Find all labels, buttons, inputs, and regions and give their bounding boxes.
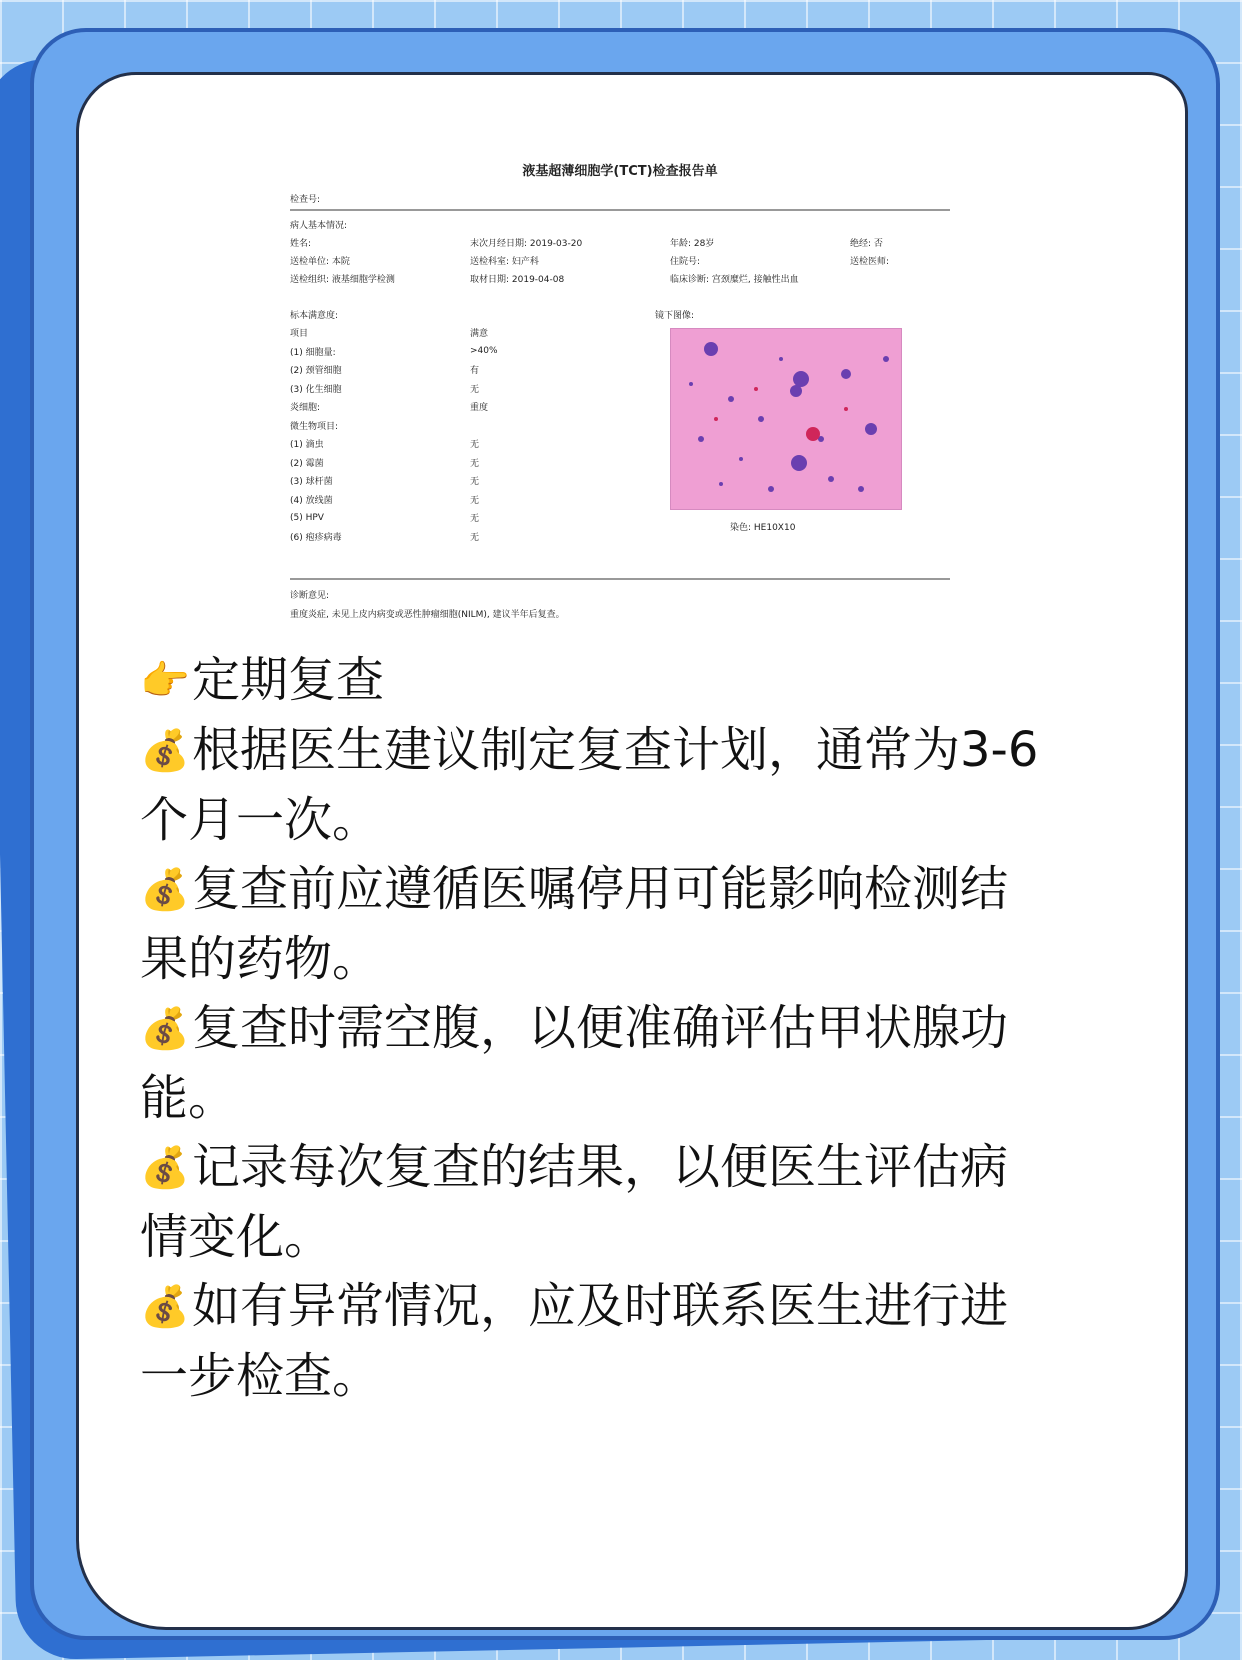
list-item	[290, 379, 590, 398]
specimen-list	[290, 305, 590, 546]
heading-text: 定期复查	[192, 652, 385, 708]
list-item	[140, 1133, 1040, 1272]
cell-stain-graphic	[671, 329, 901, 509]
tct-report-image	[290, 160, 950, 620]
report-cell: 年龄: 28岁	[670, 238, 715, 249]
item-key: (5) HPV	[290, 512, 324, 523]
specimen-title: 标本满意度:	[290, 310, 339, 321]
pointing-hand-icon: 👉	[140, 658, 190, 704]
item-key: (6) 疱疹病毒	[290, 532, 342, 543]
item-value: 无	[470, 458, 480, 469]
list-item	[290, 398, 590, 417]
item-key: (2) 霉菌	[290, 458, 324, 469]
list-item	[290, 527, 590, 546]
list-item	[140, 994, 1040, 1133]
section-heading	[140, 646, 1040, 716]
report-cell: 送检医师:	[850, 256, 890, 267]
item-key: 微生物项目:	[290, 421, 339, 432]
item-value: 有	[470, 366, 480, 377]
money-bag-icon: 💰	[140, 867, 190, 913]
list-item	[290, 472, 590, 491]
list-item	[290, 361, 590, 380]
item-value: >40%	[470, 346, 498, 357]
item-value: 无	[470, 440, 480, 451]
report-cell: 病人基本情况:	[290, 220, 348, 231]
list-item	[290, 342, 590, 361]
report-cell: 送检组织: 液基细胞学检测	[290, 274, 395, 285]
report-cell: 送检单位: 本院	[290, 256, 350, 267]
item-value: 无	[470, 384, 480, 395]
divider	[290, 578, 950, 580]
report-cell: 取材日期: 2019-04-08	[470, 274, 565, 285]
item-key: (2) 颈管细胞	[290, 366, 342, 377]
report-cell: 住院号:	[670, 256, 701, 267]
report-cell: 检查号:	[290, 194, 321, 205]
report-row	[290, 251, 950, 269]
money-bag-icon: 💰	[140, 728, 190, 774]
report-title: 液基超薄细胞学(TCT)检查报告单	[522, 164, 718, 179]
money-bag-icon: 💰	[140, 1284, 190, 1330]
item-key: (1) 滴虫	[290, 440, 324, 451]
list-item	[290, 490, 590, 509]
list-item	[140, 716, 1040, 855]
money-bag-icon: 💰	[140, 1006, 190, 1052]
item-value: 无	[470, 514, 480, 525]
item-value: 满意	[470, 329, 489, 340]
money-bag-icon: 💰	[140, 1145, 190, 1191]
item-key: (3) 球杆菌	[290, 477, 333, 488]
list-item	[290, 435, 590, 454]
item-key: 炎细胞:	[290, 403, 321, 414]
bullet-text: 记录每次复查的结果，以便医生评估病情变化。	[140, 1139, 1009, 1265]
item-key: 项目	[290, 329, 309, 340]
divider	[290, 209, 950, 211]
bullet-text: 复查时需空腹，以便准确评估甲状腺功能。	[140, 1000, 1009, 1126]
text-content	[140, 646, 1040, 1411]
report-row	[290, 233, 950, 251]
list-item	[140, 855, 1040, 994]
image-label: 镜下图像:	[655, 311, 695, 321]
diagnosis-section	[290, 578, 950, 620]
item-value: 无	[470, 477, 480, 488]
item-key: (4) 放线菌	[290, 495, 333, 506]
report-cell: 绝经: 否	[850, 238, 883, 249]
item-key: (1) 细胞量:	[290, 347, 336, 358]
list-item	[290, 453, 590, 472]
list-item	[290, 509, 590, 528]
diagnosis-title: 诊断意见:	[290, 591, 330, 601]
list-item	[140, 1272, 1040, 1411]
report-cell: 送检科室: 妇产科	[470, 256, 539, 267]
report-row	[290, 269, 950, 287]
report-cell: 姓名:	[290, 238, 312, 249]
item-value: 无	[470, 532, 480, 543]
report-row	[290, 215, 950, 233]
item-value: 无	[470, 495, 480, 506]
report-row	[290, 189, 950, 207]
report-cell: 临床诊断: 宫颈糜烂, 接触性出血	[670, 274, 799, 285]
stain-caption: 染色: HE10X10	[730, 523, 796, 533]
bullet-text: 根据医生建议制定复查计划，通常为3-6个月一次。	[140, 722, 1039, 848]
microscope-image	[670, 328, 902, 510]
bullet-text: 如有异常情况，应及时联系医生进行进一步检查。	[140, 1278, 1009, 1404]
item-key: (3) 化生细胞	[290, 384, 342, 395]
list-item	[290, 416, 590, 435]
item-value: 重度	[470, 403, 489, 414]
list-item	[290, 324, 590, 343]
report-cell: 末次月经日期: 2019-03-20	[470, 238, 583, 249]
bullet-text: 复查前应遵循医嘱停用可能影响检测结果的药物。	[140, 861, 1009, 987]
diagnosis-text: 重度炎症, 未见上皮内病变或恶性肿瘤细胞(NILM), 建议半年后复查。	[290, 610, 565, 620]
